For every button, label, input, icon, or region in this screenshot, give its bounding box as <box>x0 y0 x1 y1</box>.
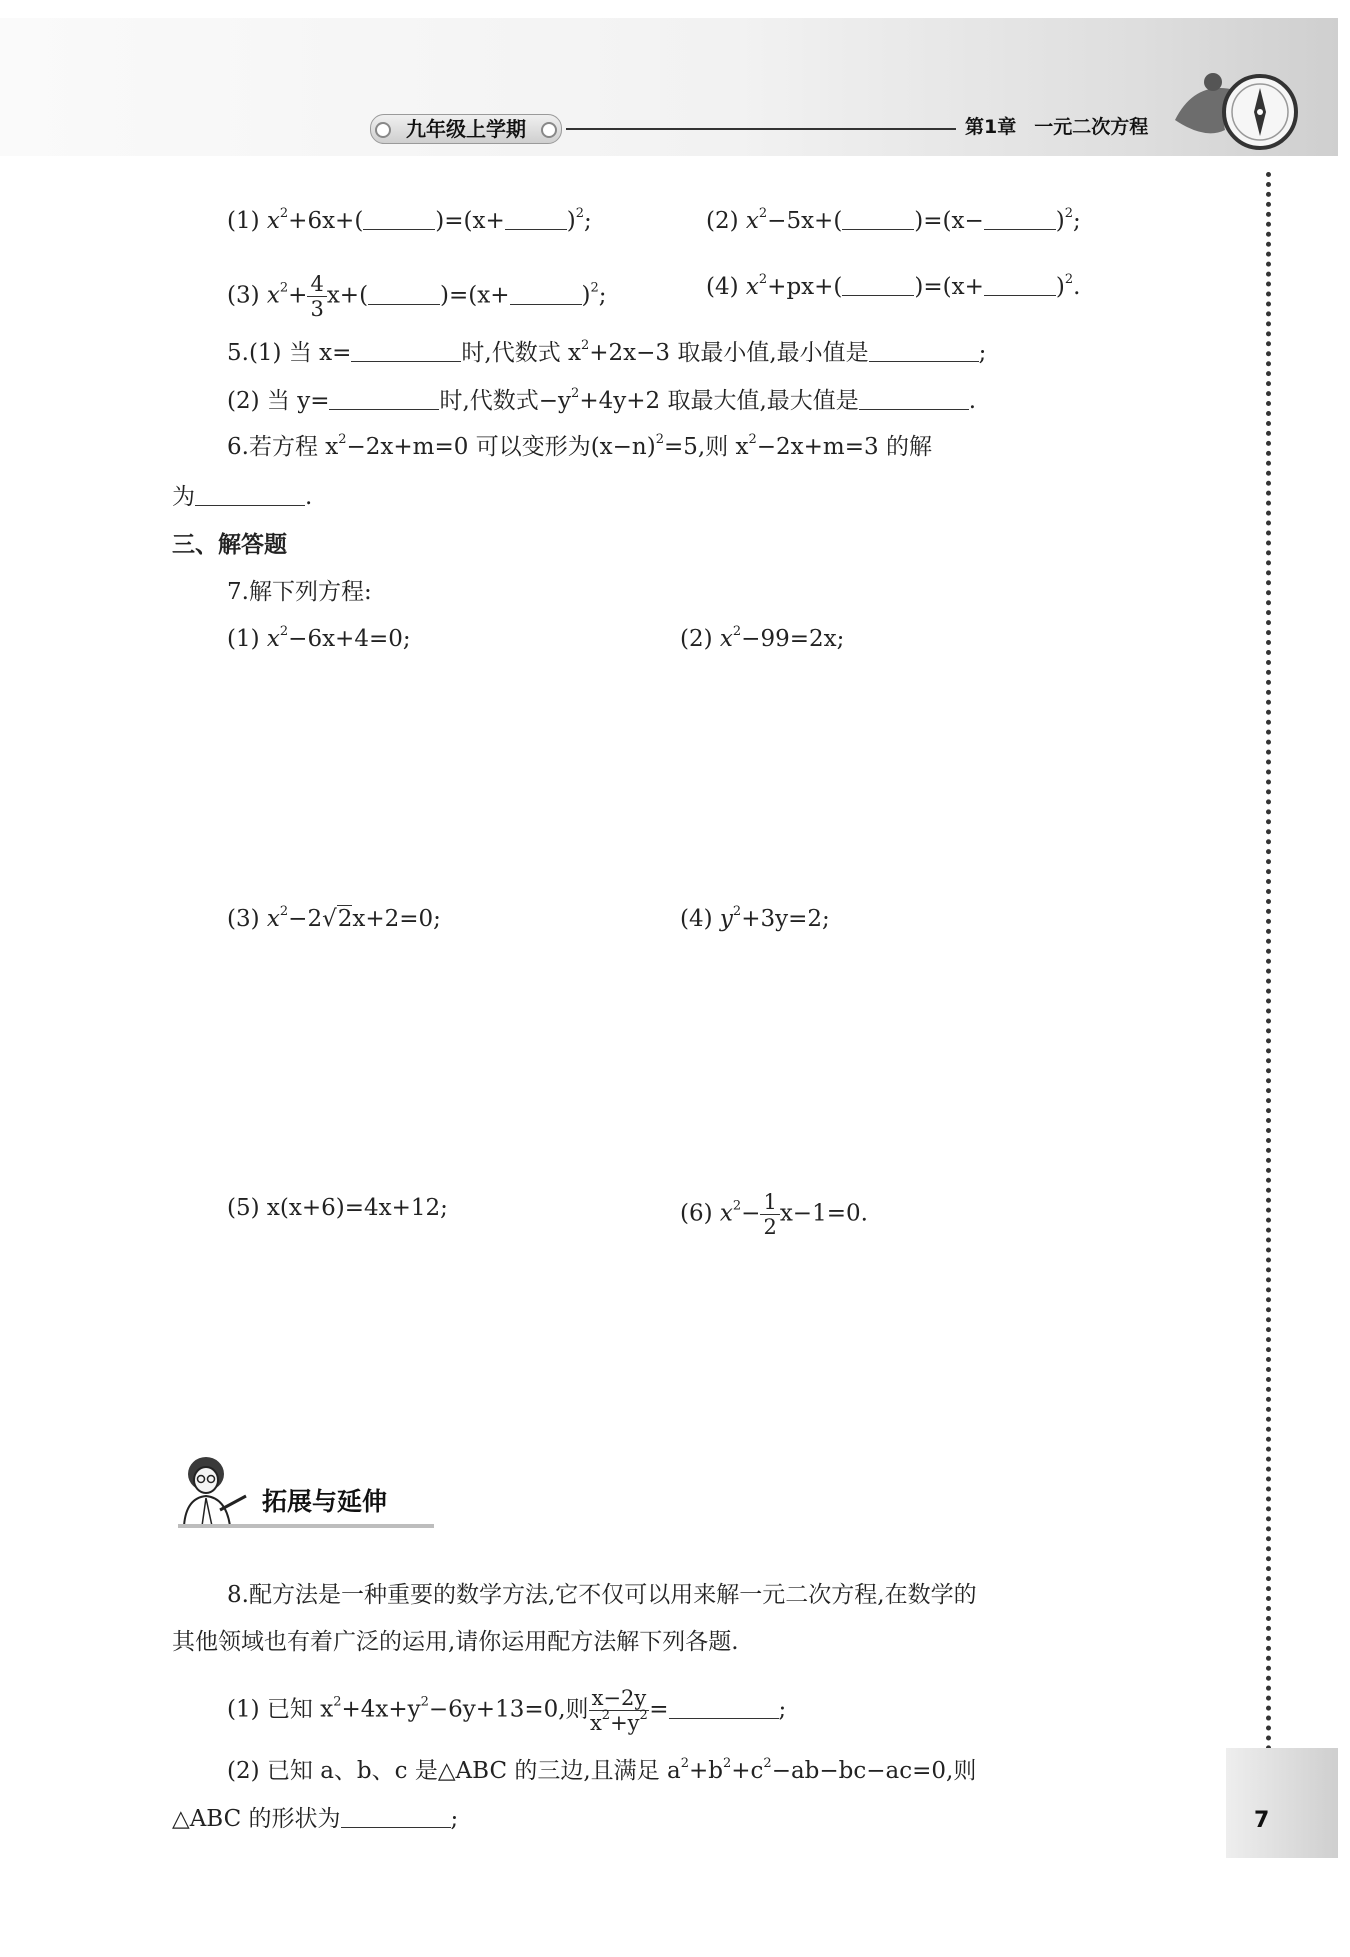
q8-line2: 其他领域也有着广泛的运用,请你运用配方法解下列各题. <box>172 1629 739 1655</box>
q8-part1-text2: +4x+y <box>341 1696 421 1723</box>
answer-blank[interactable] <box>859 389 969 410</box>
answer-blank[interactable] <box>351 341 461 362</box>
fraction-numerator: 1 <box>760 1190 779 1215</box>
answer-blank[interactable] <box>195 485 305 506</box>
extension-banner <box>172 1452 436 1532</box>
q5-part2-text3: +4y+2 取最大值,最大值是 <box>579 388 859 414</box>
q4-part1-expr: +6x+( <box>288 208 364 234</box>
q7-part3-var: x <box>266 906 280 932</box>
fraction-expression <box>589 1686 650 1735</box>
chapter-name: 一元二次方程 <box>1034 116 1149 138</box>
q8-part2-line2 <box>172 1804 458 1834</box>
q8-part2-end: ; <box>450 1806 459 1832</box>
q7-part5 <box>227 1193 448 1223</box>
q4-part3-expr: x+( <box>326 282 369 309</box>
q4-part4-expr2: )=(x+ <box>914 274 984 300</box>
q7-part5-expr: x(x+6)=4x+12; <box>266 1195 448 1221</box>
q6-text-end: . <box>305 484 313 510</box>
q7-part1-expr: −6x+4=0; <box>288 626 411 652</box>
q4-part2-expr2: )=(x− <box>914 208 984 234</box>
answer-blank[interactable] <box>329 389 439 410</box>
page-number-tab <box>1226 1748 1338 1858</box>
answer-blank[interactable] <box>869 341 979 362</box>
fraction-denominator: 3 <box>310 297 324 321</box>
answer-blank[interactable] <box>984 275 1056 296</box>
q4-part2-label: (2) <box>706 208 739 234</box>
fraction-one-half <box>760 1190 779 1239</box>
q4-part3-end: ; <box>598 282 607 309</box>
q8-line1: 8.配方法是一种重要的数学方法,它不仅可以用来解一元二次方程,在数学的 <box>227 1582 977 1608</box>
sqrt-sign: √ <box>322 906 337 932</box>
q7-part5-label: (5) <box>227 1195 260 1221</box>
q4-part3-label: (3) <box>227 282 260 309</box>
chapter-title <box>965 112 1148 139</box>
fraction-denominator: $x^2+y^2$ <box>589 1708 648 1735</box>
q7-part6-expr: x−1=0. <box>779 1200 868 1227</box>
denominator-term-y: +y <box>610 1711 640 1735</box>
fraction-numerator: 4 <box>307 272 326 297</box>
q8-part2-text: (2) 已知 a、b、c 是△ABC 的三边,且满足 a <box>227 1758 681 1784</box>
q8-part1-eq: = <box>649 1696 669 1723</box>
q4-part2-var: x <box>745 208 759 234</box>
q5-part2: (2) 当 y= 时,代数式$-y^2+4y+2$ 取最大值,最大值是 . <box>227 386 977 414</box>
q4-part4-label: (4) <box>706 274 739 300</box>
q5-part2-text: (2) 当 y= <box>227 388 330 414</box>
q4-part2-end: ; <box>1073 208 1081 234</box>
answer-blank[interactable] <box>669 1698 779 1719</box>
header-rule <box>566 128 956 130</box>
q7-part1-var: x <box>266 626 280 652</box>
denominator-term-x: x <box>589 1711 602 1735</box>
q5-part1-text2: 时,代数式 x <box>461 340 581 366</box>
q7-part6: (6) $x^2-$ $\frac{1}{2}$ x−1=0. <box>680 1190 868 1239</box>
q8-part2-text3: +c <box>731 1758 764 1784</box>
q8-part1-text3: −6y+13=0,则 <box>428 1696 589 1723</box>
q8-part1: (1) 已知 $x^2+4x+y^2-6y+13=0$,则 $\frac{x-2y}{x^2+y^2}$ = ; <box>227 1686 787 1735</box>
q6-text-b: −2x+m=0 可以变形为(x−n) <box>346 434 656 460</box>
extension-title: 拓展与延伸 <box>262 1487 388 1516</box>
q4-part2-expr: −5x+( <box>767 208 843 234</box>
q6-text-d: −2x+m=3 的解 <box>756 434 932 460</box>
q8-part2: (2) 已知 a、b、c 是△ABC 的三边,且满足 $a^2+b^2+c^2-ab-bc-ac=0$,则 <box>227 1756 977 1784</box>
q5-part1-text3: +2x−3 取最小值,最小值是 <box>589 340 869 366</box>
q6-text-c: =5,则 x <box>663 434 749 460</box>
q7-part3-expr2: x+2=0; <box>352 906 441 932</box>
q4-part2: (2) $x^2-5x+$( )$=(x- )^2$; <box>706 206 1081 234</box>
answer-blank[interactable] <box>510 284 582 305</box>
margin-dotted-rule <box>1266 172 1271 1752</box>
q7-part6-label: (6) <box>680 1200 713 1227</box>
q4-part4-expr: +px+( <box>767 274 843 300</box>
q6-text-e: 为 <box>172 484 195 510</box>
q7-part4-var: y <box>719 906 733 932</box>
runner-compass-icon <box>1165 60 1305 160</box>
q7-title: 7.解下列方程: <box>227 579 372 605</box>
q4-part4-end: . <box>1073 274 1081 300</box>
q8-part1-end: ; <box>778 1696 787 1723</box>
answer-blank[interactable] <box>842 275 914 296</box>
q7-part4-expr: +3y=2; <box>741 906 830 932</box>
q5-part2-text2: 时,代数式−y <box>439 388 572 414</box>
answer-blank[interactable] <box>368 284 440 305</box>
q7-part3-label: (3) <box>227 906 260 932</box>
q8-part1-text: (1) 已知 x <box>227 1696 334 1723</box>
answer-blank[interactable] <box>842 209 914 230</box>
q6-text-a: 6.若方程 x <box>227 434 339 460</box>
q4-part2-close: ) <box>1055 208 1065 234</box>
q7-part1-label: (1) <box>227 626 260 652</box>
sqrt-radicand: 2 <box>337 906 353 932</box>
fraction-denominator: 2 <box>763 1215 777 1239</box>
q7-part2-var: x <box>719 626 733 652</box>
q5-part1-end: ; <box>978 340 987 366</box>
q6-line1: 6.若方程 $x^2-2x+m=0$ 可以变形为$(x-n)^2=5$,则 $x^2-2x+m=3$ 的解 <box>227 432 932 460</box>
extension-underline <box>178 1524 434 1528</box>
q4-part4: (4) $x^2+px+$( )$=(x+ )^2$. <box>706 272 1081 300</box>
q7-part6-minus: − <box>741 1200 761 1227</box>
section-title: 三、解答题 <box>172 532 287 558</box>
q4-part1-close: ) <box>566 208 576 234</box>
q7-part4: (4) $y^2+3y=2$; <box>680 904 830 932</box>
answer-blank[interactable] <box>341 1807 451 1828</box>
teacher-icon <box>172 1452 252 1530</box>
q5-part2-end: . <box>968 388 977 414</box>
q7-part1: (1) $x^2-6x+4=0$; <box>227 624 411 652</box>
q4-part3-expr2: )=(x+ <box>440 282 510 309</box>
q8-part2-text2: +b <box>688 1758 723 1784</box>
answer-blank[interactable] <box>363 209 435 230</box>
answer-blank[interactable] <box>505 209 567 230</box>
q4-part4-close: ) <box>1055 274 1065 300</box>
q4-part3-close: ) <box>581 282 591 309</box>
chapter-number: 第1章 <box>965 116 1017 138</box>
q4-part1-expr2: )=(x+ <box>435 208 505 234</box>
q4-part3-var: x <box>266 282 280 309</box>
q4-part3: (3) $x^2+$ $\frac{4}{3}$ x+( )$=(x+ )^2$; <box>227 272 607 321</box>
q7-part2-expr: −99=2x; <box>741 626 845 652</box>
q8-part2-text5: △ABC 的形状为 <box>172 1806 341 1832</box>
answer-blank[interactable] <box>984 209 1056 230</box>
q7-part6-var: x <box>719 1200 733 1227</box>
q4-part1-var: x <box>266 208 280 234</box>
q7-part3: (3) $x^2-2√2x+2=0$; <box>227 904 441 932</box>
q4-part1-label: (1) <box>227 208 260 234</box>
q4-part4-var: x <box>745 274 759 300</box>
q4-part3-plus: + <box>288 282 308 309</box>
q7-part3-expr: −2 <box>288 906 323 932</box>
q6-line2 <box>172 482 312 512</box>
q4-part1: (1) $x^2+6x+$( )$=(x+ )^2$; <box>227 206 592 234</box>
q7-part2: (2) $x^2-99=2x$; <box>680 624 845 652</box>
q4-part1-end: ; <box>584 208 592 234</box>
page-number: 7 <box>1254 1808 1270 1833</box>
q8-part2-text4: −ab−bc−ac=0,则 <box>771 1758 977 1784</box>
q7-part2-label: (2) <box>680 626 713 652</box>
q5-part1: 5.(1) 当 x= 时,代数式 $x^2+2x-3$ 取最小值,最小值是 ; <box>227 338 987 366</box>
fraction-numerator: x−2y <box>589 1686 650 1711</box>
q5-part1-text: 5.(1) 当 x= <box>227 340 352 366</box>
grade-label: 九年级上学期 <box>370 114 562 144</box>
fraction-four-thirds <box>307 272 326 321</box>
q7-part4-label: (4) <box>680 906 713 932</box>
